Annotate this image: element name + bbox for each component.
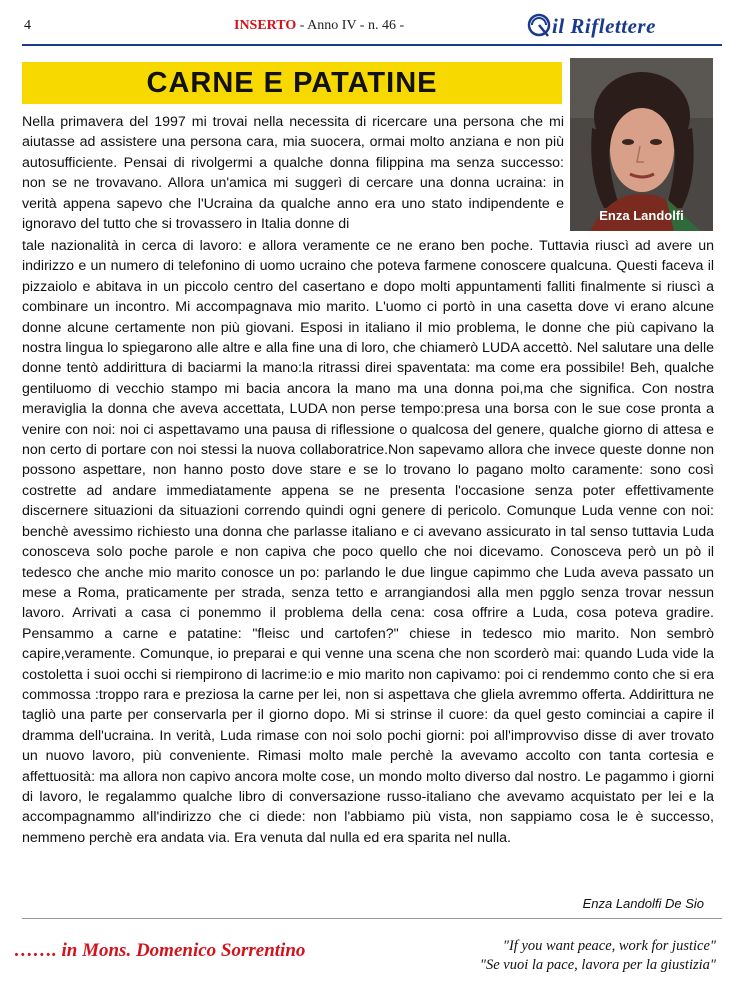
author-signature: Enza Landolfi De Sio <box>582 896 704 911</box>
reflector-icon <box>526 12 552 38</box>
masthead-title: il Riflettere <box>552 14 656 38</box>
issue-info <box>234 18 404 34</box>
footer-quotes <box>480 937 716 975</box>
page-header <box>0 0 730 48</box>
header-rule <box>22 44 722 46</box>
footer-rule <box>22 918 722 919</box>
article-title: CARNE E PATATINE <box>146 67 438 99</box>
page-number: 4 <box>24 18 31 33</box>
photo-caption: Enza Landolfi <box>599 208 684 223</box>
portrait-image <box>570 58 713 231</box>
title-banner <box>22 62 562 104</box>
article-intro: Nella primavera del 1997 mi trovai nella necessita di ricercare una persona che mi aiutasse ad assistere una persona cara, mia suocera, ormai molto anziana e non più autosufficiente. Pensai di rivolgermi a qualche donna filippina ma senza successo: non se ne trovavano. Allora un'amica mi suggerì di cercare una donna ucraina: in verità appena sapevo che l'Ucraina da qualche anno era uno stato indipendente e ignoravo del tutto che si trovassero in Italia donne di <box>22 114 564 233</box>
issue-number: - Anno IV - n. 46 - <box>296 18 405 33</box>
article-body: tale nazionalità in cerca di lavoro: e allora veramente ce ne erano ben poche. Tuttavia riuscì ad avere un indirizzo e un numero di telefonino di uomo ucraino che poteva farmene conoscere qualcuna. Questi faceva il pizzaiolo e abitava in un piccolo centro del casertano e dopo molti appuntamenti falliti finalmente si riuscì a combinare un incontro. Mi accompagnava mio marito. L'uomo ci portò in una casetta dove vi erano alcune donne alcune certamente non più giovani. Esposi in italiano il mio problema, le donne che più capivano la nostra lingua lo spiegarono alle altre e alla fine una di loro, che chiamerò LUDA accettò. Nel salutare una delle donne tentò addirittura di baciarmi la mano:la ritrassi direi spaventata: ma come era possibile! Beh, qualche gentiluomo di vecchio stampo mi bacia ancora la mano ma una donna poi,ma che significa. Con nostra meraviglia la donna che aveva accettata, LUDA non perse tempo:presa una borsa con le sue cose pronta a venire con noi: noi ci aspettavamo una pausa di riflessione o qualcosa del genere, qualche giorno di attesa e non certo di portare con noi stessi la nuova collaboratrice.Non sapevamo allora che invece queste donne non possono aspettare, non hanno posto dove stare e se lo trovano lo pagano molto caramente: sono così costrette ad andare immediatamente appena se ne presenta l'occasione senza poter effettivamente discernere situazioni da situazioni correndo quindi ogni genere di pericolo. Comunque Luda venne con noi: benchè avessimo richiesto una donna che parlasse italiano e ci avevano assicurato in tal senso tuttavia Luda conosceva solo poche parole e non capiva che poco quello che noi dicevamo. Conosceva però un pò il tedesco che anche mio marito conosce un po: parlando le due lingue capimmo che Luda aveva passato un mese a Roma, praticamente per strada, senza tetto e arrangiandosi alla men pgglo senza trovar nessun lavoro. Arrivati a casa ci ponemmo il problema della cena: cosa offrire a Luda, cosa poteva gradire. Pensammo a carne e patatine: "fleisc und cartofen?" chiese in tedesco mio marito. Non sembrò capire,veramente. Comunque, io preparai e qui venne una scena che non scorderò mai: quando Luda vide la costoletta i suoi occhi si riempirono di lacrime:io e mio marito non capivamo: poi ci rendemmo conto che si era commossa :troppo rara e preziosa la carne per lei, non si aspettava che gliela avremmo offerta. Addirittura ne tagliò una parte per conservarla per il giorno dopo. Mi si strinse il cuore: da quel gesto cominciai a capire il dramma dell'ucraina. In verità, Luda rimase con noi solo pochi giorni: poi all'improvviso disse di aver trovato un nuovo lavoro, più conveniente. Rimasi molto male perchè la avevamo accolto con tanta cortesia e affettuosità: ma allora non capivo ancora molte cose, un mondo molto diverso dal nostro. Le pagammo i giorni di lavoro, le regalammo qualche libro di conversazione russo-italiano che avevamo acquistato per lei e la accompagnammo all'indirizzo che ci diede: non l'abbiamo più vista, non sappiamo cosa le è successo, nemmeno perchè era andata via. Era venuta dal nulla ed era sparita nel nulla. <box>22 238 714 846</box>
quote-english: "If you want peace, work for justice" <box>502 938 716 954</box>
quote-italian: "Se vuoi la pace, lavora per la giustizia" <box>479 957 716 973</box>
footer-dedication: ……. in Mons. Domenico Sorrentino <box>14 940 306 961</box>
masthead-logo <box>526 12 722 40</box>
author-photo <box>570 58 713 231</box>
insert-label: INSERTO <box>234 18 297 33</box>
